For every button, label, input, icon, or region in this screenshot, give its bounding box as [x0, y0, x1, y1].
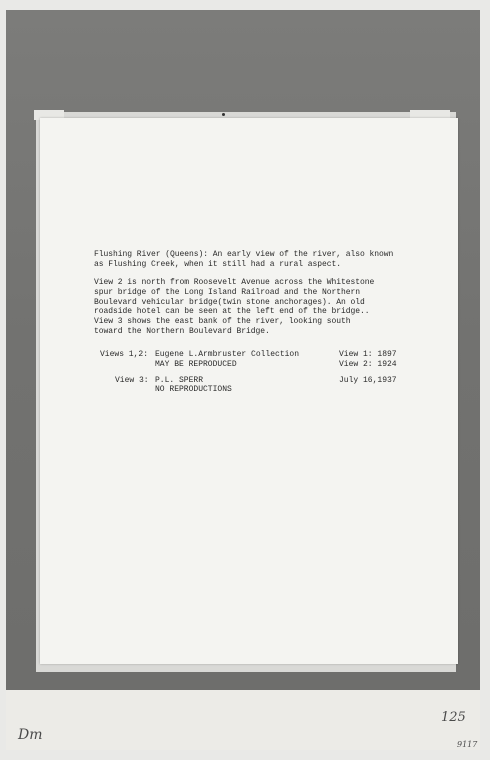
board-bottom-margin	[6, 690, 480, 750]
view3-label: View 3:	[115, 376, 149, 385]
views12-rights: MAY BE REPRODUCED	[155, 360, 237, 369]
paragraph-1-line-2: as Flushing Creek, when it still had a rural aspect.	[94, 259, 342, 269]
ink-dot	[222, 113, 225, 116]
view2-date: View 2: 1924	[339, 360, 397, 369]
paragraph-2-line-4: roadside hotel can be seen at the left end of the bridge..	[94, 307, 370, 317]
paragraph-2-line-1: View 2 is north from Roosevelt Avenue across the Whitestone	[94, 278, 375, 287]
view3-source: P.L. SPERR	[155, 376, 204, 385]
handwritten-initials: Dm	[18, 727, 43, 743]
paragraph-2-line-2: spur bridge of the Long Island Railroad and the Northern	[94, 287, 361, 297]
view1-date: View 1: 1897	[339, 350, 397, 359]
handwritten-corner-mark: 9117	[457, 740, 478, 749]
paragraph-1-line-1: Flushing River (Queens): An early view of the river, also known	[94, 250, 394, 259]
paragraph-3-line-1: View 3 shows the east bank of the river, looking south	[94, 317, 351, 326]
views12-label: Views 1,2:	[100, 350, 149, 359]
view3-date: July 16,1937	[339, 376, 397, 385]
paragraph-3-line-2: toward the Northern Boulevard Bridge.	[94, 326, 270, 336]
document-page	[40, 118, 458, 664]
paragraph-1	[94, 250, 393, 270]
paragraph-3	[94, 317, 351, 337]
paragraph-2	[94, 278, 374, 317]
handwritten-page-number: 125	[441, 710, 466, 725]
view3-rights: NO REPRODUCTIONS	[155, 385, 232, 394]
views12-source: Eugene L.Armbruster Collection	[155, 350, 300, 359]
paragraph-2-line-3: Boulevard vehicular bridge(twin stone anchorages). An old	[94, 297, 365, 307]
